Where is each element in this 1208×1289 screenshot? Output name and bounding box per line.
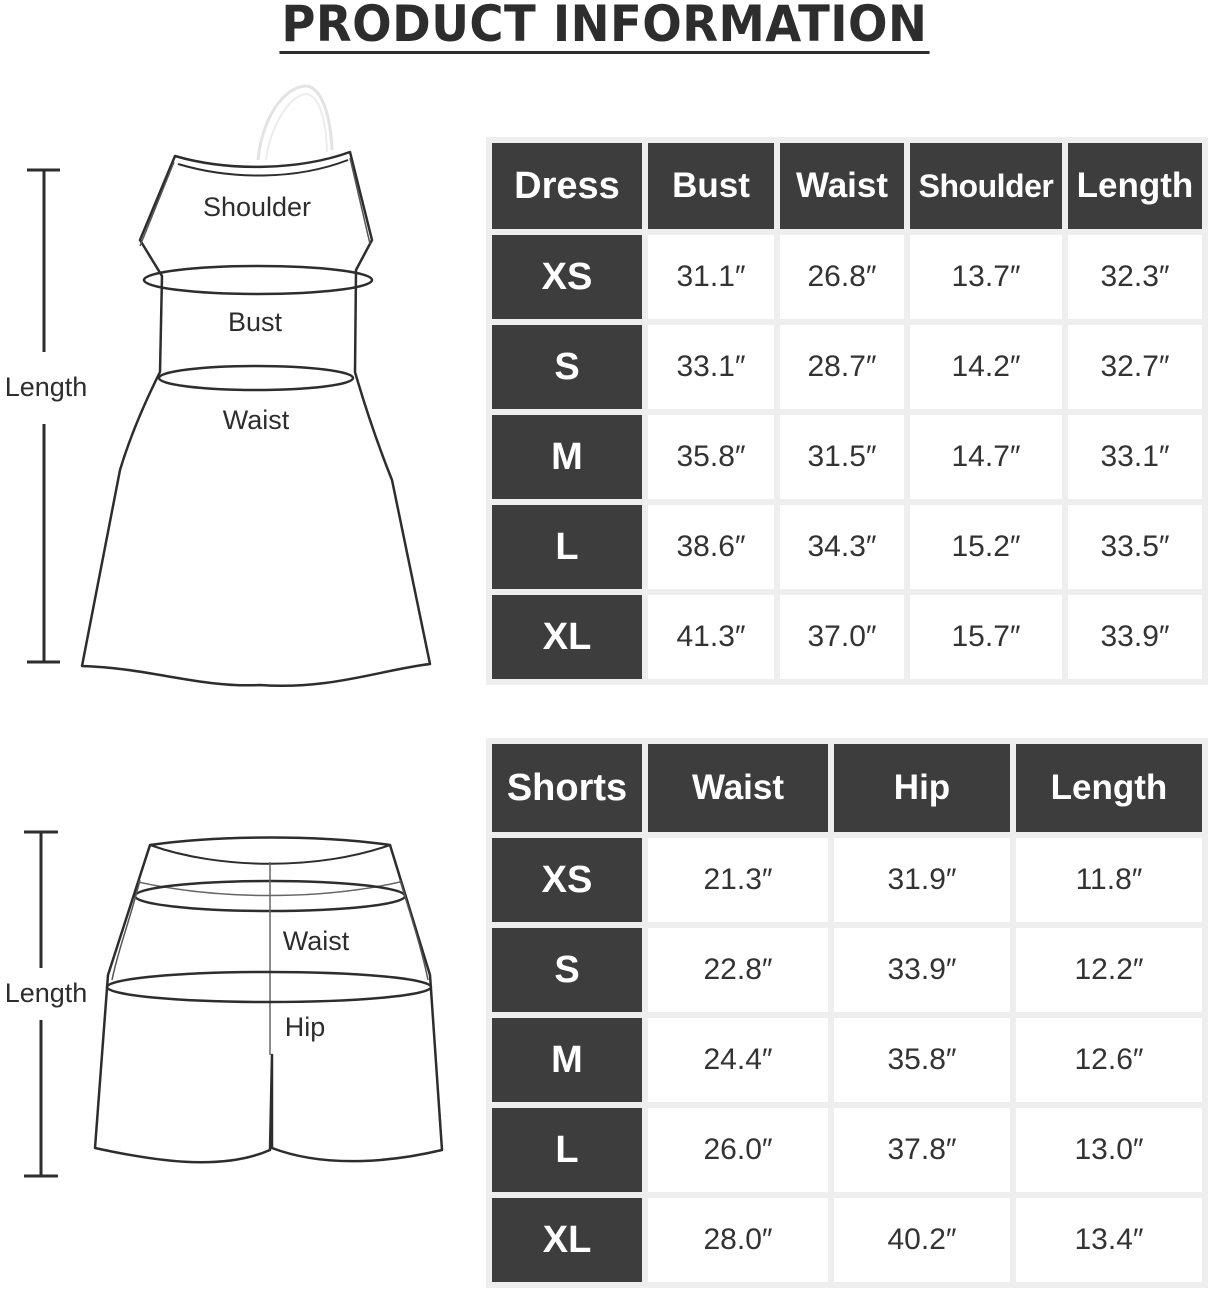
table-row <box>492 838 1202 922</box>
dress-table-header-row <box>492 143 1202 229</box>
size-label: XS <box>492 838 642 922</box>
dress-header-category: Dress <box>492 143 642 229</box>
dress-illustration <box>0 80 480 700</box>
size-label: L <box>492 1108 642 1192</box>
table-row <box>492 1018 1202 1102</box>
waist-value: 28.7″ <box>780 325 904 409</box>
waist-value: 26.0″ <box>648 1108 828 1192</box>
bust-value: 35.8″ <box>648 415 774 499</box>
length-value: 11.8″ <box>1016 838 1202 922</box>
length-value: 13.0″ <box>1016 1108 1202 1192</box>
table-row <box>492 1198 1202 1282</box>
bust-value: 41.3″ <box>648 595 774 679</box>
waist-value: 24.4″ <box>648 1018 828 1102</box>
shorts-header-category: Shorts <box>492 744 642 832</box>
page-title <box>0 0 1208 54</box>
length-value: 13.4″ <box>1016 1198 1202 1282</box>
shorts-label-length: Length <box>4 978 88 1008</box>
hip-value: 40.2″ <box>834 1198 1010 1282</box>
hip-value: 35.8″ <box>834 1018 1010 1102</box>
dress-label-waist: Waist <box>222 405 290 435</box>
shorts-size-table <box>486 738 1208 1288</box>
shorts-label-hip: Hip <box>284 1012 326 1042</box>
dress-size-table <box>486 137 1208 685</box>
length-value: 33.1″ <box>1068 415 1202 499</box>
size-label: S <box>492 928 642 1012</box>
shorts-header-hip: Hip <box>834 744 1010 832</box>
table-row <box>492 595 1202 679</box>
dress-header-length: Length <box>1068 143 1202 229</box>
waist-value: 21.3″ <box>648 838 828 922</box>
hip-value: 33.9″ <box>834 928 1010 1012</box>
size-label: S <box>492 325 642 409</box>
shorts-header-waist: Waist <box>648 744 828 832</box>
dress-label-shoulder: Shoulder <box>202 192 312 222</box>
length-value: 33.5″ <box>1068 505 1202 589</box>
waist-value: 22.8″ <box>648 928 828 1012</box>
length-value: 33.9″ <box>1068 595 1202 679</box>
shoulder-value: 14.7″ <box>910 415 1062 499</box>
hip-value: 37.8″ <box>834 1108 1010 1192</box>
waist-value: 31.5″ <box>780 415 904 499</box>
size-label: XS <box>492 235 642 319</box>
shoulder-value: 13.7″ <box>910 235 1062 319</box>
dress-header-shoulder: Shoulder <box>910 143 1062 229</box>
dress-header-bust: Bust <box>648 143 774 229</box>
shoulder-value: 15.2″ <box>910 505 1062 589</box>
waist-value: 34.3″ <box>780 505 904 589</box>
bust-value: 38.6″ <box>648 505 774 589</box>
shoulder-value: 14.2″ <box>910 325 1062 409</box>
bust-value: 33.1″ <box>648 325 774 409</box>
page-title-text: PRODUCT INFORMATION <box>279 0 929 54</box>
length-value: 12.2″ <box>1016 928 1202 1012</box>
waist-value: 26.8″ <box>780 235 904 319</box>
dress-label-bust: Bust <box>227 307 283 337</box>
waist-value: 37.0″ <box>780 595 904 679</box>
table-row <box>492 1108 1202 1192</box>
size-label: M <box>492 1018 642 1102</box>
shorts-outline <box>95 838 442 1163</box>
dress-length-measure <box>27 170 60 662</box>
length-value: 32.7″ <box>1068 325 1202 409</box>
table-row <box>492 928 1202 1012</box>
shorts-illustration <box>0 810 480 1210</box>
bust-value: 31.1″ <box>648 235 774 319</box>
shorts-header-length: Length <box>1016 744 1202 832</box>
length-value: 32.3″ <box>1068 235 1202 319</box>
shoulder-value: 15.7″ <box>910 595 1062 679</box>
shorts-label-waist: Waist <box>282 926 350 956</box>
table-row <box>492 505 1202 589</box>
table-row <box>492 235 1202 319</box>
shorts-table-header-row <box>492 744 1202 832</box>
table-row <box>492 415 1202 499</box>
size-label: XL <box>492 595 642 679</box>
size-label: L <box>492 505 642 589</box>
dress-strap <box>258 86 332 160</box>
waist-value: 28.0″ <box>648 1198 828 1282</box>
hip-value: 31.9″ <box>834 838 1010 922</box>
dress-label-length: Length <box>4 372 88 402</box>
table-row <box>492 325 1202 409</box>
length-value: 12.6″ <box>1016 1018 1202 1102</box>
size-label: XL <box>492 1198 642 1282</box>
dress-header-waist: Waist <box>780 143 904 229</box>
size-label: M <box>492 415 642 499</box>
